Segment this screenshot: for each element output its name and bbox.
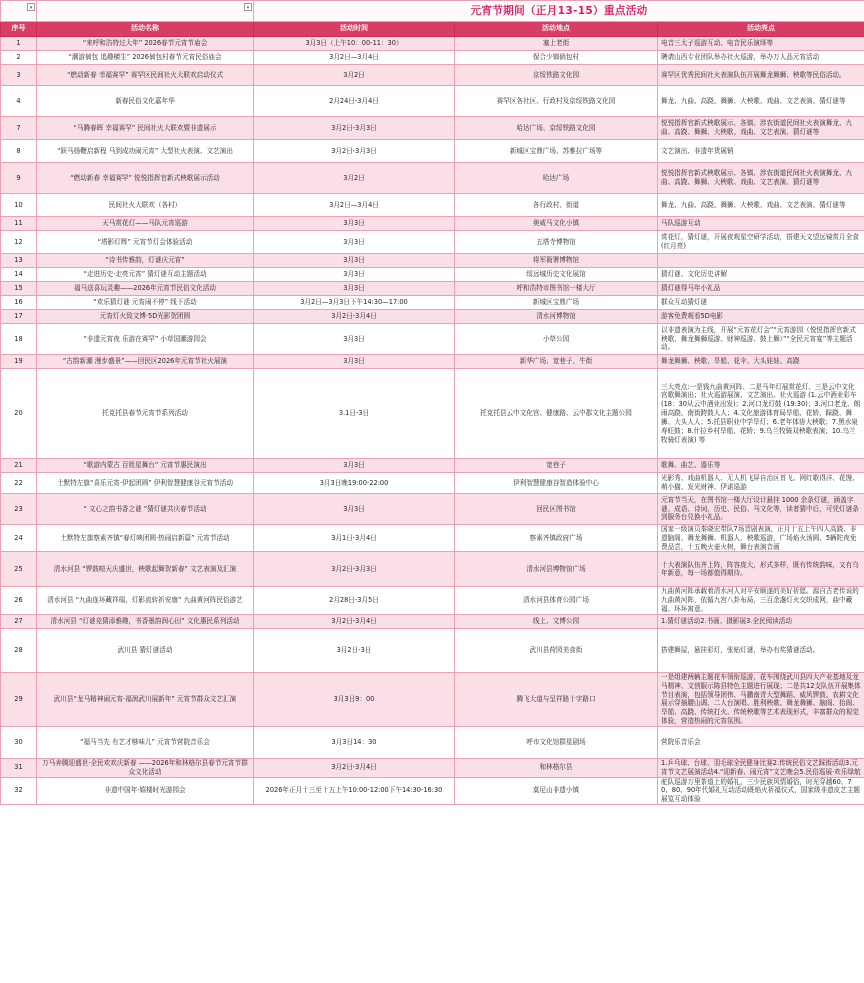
cell-no: 8 <box>1 140 37 163</box>
cell-time: 2月24日-3月4日 <box>254 86 455 117</box>
table-row <box>1 310 864 324</box>
header-row <box>1 22 864 37</box>
cell-highlight: 文艺演出、非遗年货展销 <box>658 140 864 163</box>
cell-highlight: 群众互动猜灯谜 <box>658 296 864 310</box>
cell-no: 24 <box>1 525 37 552</box>
header-place: 活动地点 <box>455 22 658 37</box>
cell-place: 五塔寺博物馆 <box>455 231 658 254</box>
cell-no: 21 <box>1 459 37 473</box>
cell-place: 线上、文博公园 <box>455 614 658 628</box>
filter-dropdown-icon[interactable]: ▾ <box>244 3 252 11</box>
cell-place: 小草公园 <box>455 324 658 355</box>
cell-place: 新城区宝鼎广场 <box>455 296 658 310</box>
table-row <box>1 587 864 614</box>
table-row <box>1 473 864 494</box>
cell-no: 31 <box>1 758 37 777</box>
cell-time: 3月2日-3月4日 <box>254 614 455 628</box>
cell-place: 托克托县云中文化宫、健康路、云中郡文化主题公园 <box>455 369 658 459</box>
cell-no: 4 <box>1 86 37 117</box>
cell-time: 3月2日-3月4日 <box>254 758 455 777</box>
cell-time: 3月2日-3月4日 <box>254 310 455 324</box>
cell-highlight: 一是组建两辆主题花车领衔巡游，花车围绕武川县四大产业基地及龙马精神、文创服示陈县特色主题进行展现；二是共12支队伍开展集体节目表演，包括领导团伟、马鹏南青大型舞蹈、威风锣鼓、农耕文化展示穿插腰山调、二人台演唱、胜利秧歌、舞龙舞狮、脑阁、抬阁、旱船、高跷、传统打火、传统秧歌等艺术表现形式，丰富群众的视觉体验，营造热闹的元宵氛围。 <box>658 672 864 726</box>
cell-time: 3月3日 <box>254 459 455 473</box>
table-row <box>1 163 864 194</box>
cell-place: 清水河县体育公园广场 <box>455 587 658 614</box>
sheet-title: 元宵节期间（正月13-15）重点活动 <box>254 1 864 22</box>
cell-no: 3 <box>1 65 37 86</box>
cell-highlight: 猜灯谜、文化历史讲解 <box>658 268 864 282</box>
cell-name: “歌游内蒙古 百姓星舞台” 元宵节惠民演出 <box>37 459 254 473</box>
cell-name: “跃马扬鞭启新程 马到成功闹元宵” 大型社火表演、文艺演出 <box>37 140 254 163</box>
cell-highlight: 国家一级演员秦晓宏带队7场晋剧表演，正月十五上午四人高跷、非遗脑阁、舞龙舞狮、机器人、秧歌巡游，广场焰火汤圆、5辆陀夜免费品尝，十五晚火壶火树，舞台表演音画 <box>658 525 864 552</box>
cell-time: 3月3日 <box>254 231 455 254</box>
cell-time: 3月3日14：30 <box>254 726 455 758</box>
table-row <box>1 552 864 587</box>
cell-no: 18 <box>1 324 37 355</box>
cell-no: 11 <box>1 217 37 231</box>
cell-no: 17 <box>1 310 37 324</box>
table-row <box>1 758 864 777</box>
cell-place: 察素齐镇政府广场 <box>455 525 658 552</box>
cell-name: 托克托县春节元宵节系列活动 <box>37 369 254 459</box>
cell-name: 武川县“龙马精神闹元宵·福润武川展新年” 元宵节群众文艺汇演 <box>37 672 254 726</box>
cell-no: 14 <box>1 268 37 282</box>
header-time: 活动时间 <box>254 22 455 37</box>
cell-no: 9 <box>1 163 37 194</box>
cell-time: 3月1日-3月4日 <box>254 525 455 552</box>
cell-no: 26 <box>1 587 37 614</box>
cell-highlight: 马队巡游互动 <box>658 217 864 231</box>
cell-highlight: 1.猜灯谜活动2.书画、摄影展3.全民阅读活动 <box>658 614 864 628</box>
cell-highlight: 舞龙、九曲、高跷、舞狮、大秧歌、戏曲、文艺表演、猜灯谜等 <box>658 194 864 217</box>
cell-highlight: 九曲黄河阵承载着清水河人对平安顺遂的美好祈愿。源自古老传说的九曲黄河阵，依循九宫八卦布局，三百余盏灯火交织成网，曲中藏福、环环寓意。 <box>658 587 864 614</box>
cell-place: 伊利智慧健康谷智造体验中心 <box>455 473 658 494</box>
table-row <box>1 355 864 369</box>
cell-name: 新春民俗文化嘉年华 <box>37 86 254 117</box>
cell-name: 天马赏花灯——马队元宵巡游 <box>37 217 254 231</box>
cell-no: 22 <box>1 473 37 494</box>
cell-highlight: 十大表演队伍齐上阵，阵容庞大，形式多样，既有传统韵味，又有乌年新意，每一场都值得期待。 <box>658 552 864 587</box>
cell-time: 3月3日（上午10：00-11：30） <box>254 37 455 51</box>
cell-time: 3月3日晚19:00-22:00 <box>254 473 455 494</box>
cell-time: 3月2日-3月3日 <box>254 117 455 140</box>
title-row <box>1 1 864 22</box>
cell-highlight: 光影秀、戏曲机器人、无人机飞屏自治区首飞、网红歌得洋、花馒、萌小猫、发光财神、伊诺巡游 <box>658 473 864 494</box>
cell-name: “燃动新春 幸福赛罕” 悦悦指挥官新式秧歌展示活动 <box>37 163 254 194</box>
cell-place: 腾飞大道与呈祥路十字路口 <box>455 672 658 726</box>
table-row <box>1 614 864 628</box>
cell-highlight: 三大亮点:一是钱九曲黄河阵、二是马年灯展赏花灯、三是云中文化宫歌舞演出；社火巡游展演、文艺演出、社火巡游 (1.云中酒业彩车 (18：30从云中酒业出发)；2.河口龙灯鼓 (19:30)；3.河口老龙、朗雨高跷、南街跨鼓人人；4.文化旅游体育局旱船、花轿、踩跷、舞狮、大头人人；5.托县职业中学旱灯；6.老年体协大秧歌；7.黑水泉寿旺鼓；8.什拉乡村旱船、花轿；9.乌兰牧骑双秧歌表演；10.乌兰牧骑灯表演) 等 <box>658 369 864 459</box>
cell-name: “欢乐猜灯谜 元宵闹不停” 线下活动 <box>37 296 254 310</box>
cell-highlight: 聘请山西专业团队举办社火巡游，举办万人品元宵活动 <box>658 51 864 65</box>
cell-time: 3月3日 <box>254 217 455 231</box>
cell-place: 保合少镇倘包村 <box>455 51 658 65</box>
cell-no: 25 <box>1 552 37 587</box>
cell-time: 3月3日 <box>254 494 455 525</box>
cell-name: 清水河县 “锣鼓喧天庆盛世，秧歌起舞贺新春” 文艺表演及汇演 <box>37 552 254 587</box>
cell-no: 15 <box>1 282 37 296</box>
cell-name: 清水河县 “灯谜竞猜添雅趣，书香墨韵润心田” 文化惠民系列活动 <box>37 614 254 628</box>
cell-name: “古韵新潮 漫步盛景”——回民区2026年元宵节社火展演 <box>37 355 254 369</box>
cell-no: 13 <box>1 254 37 268</box>
cell-place: 哈达广场 <box>455 163 658 194</box>
cell-place: 京绥铁路文化园 <box>455 65 658 86</box>
table-row <box>1 194 864 217</box>
table-row <box>1 217 864 231</box>
cell-no: 16 <box>1 296 37 310</box>
cell-name: 元宵灯火致文博·5D光影贺团圆 <box>37 310 254 324</box>
table-row <box>1 86 864 117</box>
table-row <box>1 282 864 296</box>
cell-highlight: 1.乒乓球、台球、羽毛球全民健身比赛2.传统民俗文艺踩街活动3.元宵节文艺展演活动4.“迎新春、闹元宵”文艺晚会5.民俗巡展·欢乐绿航 <box>658 758 864 777</box>
cell-no: 7 <box>1 117 37 140</box>
cell-name: “来呼和浩特过大年” 2026春节元宵节庙会 <box>37 37 254 51</box>
cell-highlight: 以非遗表演为主线，开展“元宵花灯会”“元宵游园（悦悦指挥官新式秧歌、舞龙舞狮巡游、财神巡游、鼓上舞）”“全民元宵宴”等主题活动。 <box>658 324 864 355</box>
cell-place: 奥威马文化小镇 <box>455 217 658 231</box>
cell-time: 3月3日 <box>254 324 455 355</box>
cell-no: 10 <box>1 194 37 217</box>
cell-time: 3月2日—3月3日下午14:30—17:00 <box>254 296 455 310</box>
cell-place: 哈达广场、京绥铁路文化园 <box>455 117 658 140</box>
cell-time: 3.1日-3日 <box>254 369 455 459</box>
cell-time: 3月3日 <box>254 282 455 296</box>
cell-place: 赛罕区各社区、行政村及京绥铁路文化园 <box>455 86 658 117</box>
cell-place: 塞上老街 <box>455 37 658 51</box>
cell-no: 32 <box>1 777 37 804</box>
cell-name: 民间社火大联欢（各村） <box>37 194 254 217</box>
cell-highlight: 电音三太子巡游互动、电音民乐演绎等 <box>658 37 864 51</box>
filter-dropdown-icon[interactable]: ▾ <box>27 3 35 11</box>
cell-place: 各行政村、街道 <box>455 194 658 217</box>
table-row <box>1 268 864 282</box>
cell-time: 3月2日-3月3日 <box>254 552 455 587</box>
table-row <box>1 254 864 268</box>
cell-no: 2 <box>1 51 37 65</box>
cell-place: 回民区图书馆 <box>455 494 658 525</box>
cell-place: 宽巷子 <box>455 459 658 473</box>
table-row <box>1 65 864 86</box>
cell-highlight: 舞龙舞狮、秧歌、旱船、花伞、大头娃娃、高跷 <box>658 355 864 369</box>
cell-time: 3月2日—3月4日 <box>254 51 455 65</box>
cell-name: 福马送喜玩灵趣——2026年元宵节民俗文化活动 <box>37 282 254 296</box>
cell-highlight: 赛罕区优秀民间社火表演队伍开展舞龙舞狮、秧歌等民俗活动。 <box>658 65 864 86</box>
cell-name: 土默特左旗“喜乐元宵·伊起团圆” 伊利智慧健康谷元宵节活动 <box>37 473 254 494</box>
table-row <box>1 140 864 163</box>
cell-name: “潮游倘包 追趣横生” 2026倘包村春节元宵民俗庙会 <box>37 51 254 65</box>
cell-time: 3月3日9：00 <box>254 672 455 726</box>
table-row <box>1 117 864 140</box>
header-no: 序号 <box>1 22 37 37</box>
cell-time: 3月2日-3月3日 <box>254 140 455 163</box>
cell-no: 29 <box>1 672 37 726</box>
cell-name: “福马当先 有艺才够味儿” 元宵节营院音乐会 <box>37 726 254 758</box>
cell-highlight <box>658 254 864 268</box>
cell-highlight: 驼队巡游万里茶道上的婚礼，三少民族风情婚俗，时光穿越60、70、80、90年代婚礼互动活动既焰火祈福仪式，国家级非遗皮艺主题展览互动体验 <box>658 777 864 804</box>
cell-time: 3月3日 <box>254 254 455 268</box>
cell-time: 2026年正月十三至十五上午10:00-12:00下午14:30-16:30 <box>254 777 455 804</box>
cell-name: “马腾春晖 幸福赛罕” 民间社火大联欢暨非遗展示 <box>37 117 254 140</box>
table-row <box>1 628 864 672</box>
cell-name: “诗书传雅韵，灯谜庆元宵” <box>37 254 254 268</box>
table-row <box>1 525 864 552</box>
cell-name: “ 文心之韵书香之谜 ”猜灯谜共庆春节活动 <box>37 494 254 525</box>
table-row <box>1 51 864 65</box>
cell-place: 绥远城历史文化展馆 <box>455 268 658 282</box>
cell-highlight: 元宵节当天，在图书馆一楼大厅设计悬挂 1000 余条灯谜，涵盖字谜、成语、诗词、历史、民俗、马文化等，读者猜中后，可凭灯谜条到服务台兑换小礼品。 <box>658 494 864 525</box>
cell-name: 武川县 猜灯谜活动 <box>37 628 254 672</box>
cell-time: 3月3日 <box>254 355 455 369</box>
header-highlight: 活动亮点 <box>658 22 864 37</box>
cell-place: 清水河县博物馆广场 <box>455 552 658 587</box>
cell-time: 2月28日-3月5日 <box>254 587 455 614</box>
table-row <box>1 459 864 473</box>
cell-highlight: 悦悦指挥官新式秧歌展示、各镇、涉农街道民间社火表演舞龙、九曲、高跷、舞狮、大秧歌、戏曲、文艺表演、猜灯谜等 <box>658 163 864 194</box>
cell-time: 3月2日 <box>254 163 455 194</box>
cell-name: “燃动新春 幸福赛罕” 赛罕区民间社火大联欢启动仪式 <box>37 65 254 86</box>
cell-no: 28 <box>1 628 37 672</box>
cell-highlight: 悦悦指挥官新式秧歌展示、各镇、涉农街道民间社火表演舞龙、九曲、高跷、舞狮、大秧歌、戏曲、文艺表演、猜灯谜等 <box>658 117 864 140</box>
cell-name: “塔影灯辉” 元宵节灯会体验活动 <box>37 231 254 254</box>
cell-time: 3月2日—3月4日 <box>254 194 455 217</box>
cell-highlight: 舞龙、九曲、高跷、舞狮、大秧歌、戏曲、文艺表演、猜灯谜等 <box>658 86 864 117</box>
cell-no: 1 <box>1 37 37 51</box>
cell-place: 新华广场、宽巷子、牛街 <box>455 355 658 369</box>
cell-name: “走进历史·走亮元宵” 猜灯谜互动主题活动 <box>37 268 254 282</box>
cell-name: 非遗中国年·嬉楼时光游园会 <box>37 777 254 804</box>
filter-cell-2 <box>37 1 254 22</box>
cell-time: 3月2日-3日 <box>254 628 455 672</box>
cell-no: 20 <box>1 369 37 459</box>
cell-place: 将军衙署博物馆 <box>455 254 658 268</box>
cell-time: 3月2日 <box>254 65 455 86</box>
cell-highlight: 搭建舞屋，悬挂彩灯，张贴灯谜，举办有奖猜谜活动。 <box>658 628 864 672</box>
table-row <box>1 672 864 726</box>
cell-place: 和林格尔县 <box>455 758 658 777</box>
table-row <box>1 777 864 804</box>
cell-place: 呼市文化馆群星剧场 <box>455 726 658 758</box>
cell-highlight: 歌舞、曲艺、器乐等 <box>658 459 864 473</box>
cell-name: 清水河县 “九曲连环藏祥瑞，灯影流转祈安康” 九曲黄河阵民俗游艺 <box>37 587 254 614</box>
cell-no: 19 <box>1 355 37 369</box>
table-row <box>1 231 864 254</box>
table-row <box>1 726 864 758</box>
table-row <box>1 324 864 355</box>
table-row <box>1 494 864 525</box>
cell-place: 清水河博物馆 <box>455 310 658 324</box>
cell-place: 莫尼山非遗小镇 <box>455 777 658 804</box>
table-row <box>1 296 864 310</box>
table-row <box>1 369 864 459</box>
filter-cell-1 <box>1 1 37 22</box>
cell-highlight: 游客免费观看5D电影 <box>658 310 864 324</box>
cell-no: 12 <box>1 231 37 254</box>
cell-name: 土默特左旗察素齐镇“春灯映团圆·热闹启新篇” 元宵节活动 <box>37 525 254 552</box>
cell-no: 30 <box>1 726 37 758</box>
cell-highlight: 营院乐音乐会 <box>658 726 864 758</box>
cell-highlight: 猜灯谜得马年小礼品 <box>658 282 864 296</box>
cell-place: 新城区宝鼎广场、苏雅拉广场等 <box>455 140 658 163</box>
cell-no: 27 <box>1 614 37 628</box>
cell-highlight: 赏花灯，猜灯谜，开展夜观星空研学活动，搭建天文望远镜赏月全食(红月亮) <box>658 231 864 254</box>
header-name: 活动名称 <box>37 22 254 37</box>
cell-time: 3月3日 <box>254 268 455 282</box>
cell-name: 万马奔腾迎盛世·全民欢欢庆新春 ——2026年和林格尔县春节元宵节群众文化活动 <box>37 758 254 777</box>
cell-place: 呼和浩特市图书馆一楼大厅 <box>455 282 658 296</box>
cell-name: “非遗元宵夜 乐游在赛罕” 小草国潮游园会 <box>37 324 254 355</box>
table-row <box>1 37 864 51</box>
cell-no: 23 <box>1 494 37 525</box>
cell-place: 武川县荷园美食街 <box>455 628 658 672</box>
